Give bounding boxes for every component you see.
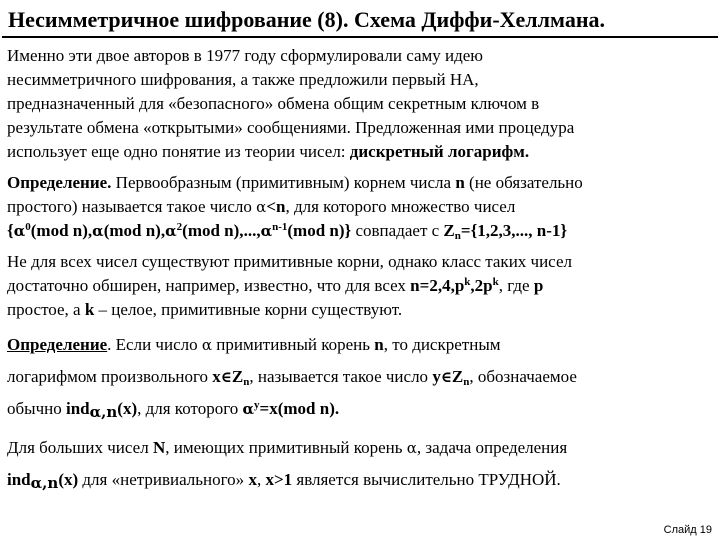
term-discrete-log: дискретный логарифм.: [349, 142, 530, 161]
text-line: несимметричного шифрования, а также предложили первый НА,: [7, 70, 479, 89]
slide-number: Слайд 19: [663, 524, 712, 536]
text-line: простое, а k – целое, примитивные корни существуют.: [7, 300, 403, 319]
text-line: достаточно обширен, например, известно, что для всех $n=2,4,p^k,2p^k$, где p: [7, 276, 544, 295]
text-line: использует еще одно понятие из теории чисел: дискретный логарифм.: [7, 142, 530, 161]
text-line: результате обмена «открытыми» сообщениями. Предложенная ими процедура: [7, 118, 575, 137]
text-line: Определение. Если число α примитивный корень n, то дискретным: [7, 335, 501, 354]
alpha-symbol: α: [256, 198, 267, 216]
slide-title: Несимметричное шифрование (8). Схема Диффи-Хеллмана.: [8, 7, 606, 32]
paragraph-history: [7, 44, 713, 164]
text-line: обычно ind$_{\alpha,n}$(x), для которого $\alpha^y=x(mod$ n).: [7, 399, 340, 421]
title-divider: [2, 36, 718, 38]
text-line: ind$_{\alpha,n}$(x) для «нетривиального» x, x>1 является вычислительно ТРУДНОЙ.: [7, 470, 561, 492]
definition-label: Определение.: [7, 173, 112, 192]
slide-body: [7, 44, 713, 502]
text-line: логарифмом произвольного $x\in Z_n$, называется такое число $y\in Z_n$, обозначаемое: [7, 367, 577, 388]
paragraph-definition-discrete-log: [7, 329, 713, 425]
text-line: Не для всех чисел существуют примитивные корни, однако класс таких чисел: [7, 252, 572, 271]
paragraph-definition-primitive-root: [7, 171, 713, 243]
formula-line: {$\alpha^0(mod$ n),α(mod $n),\alpha^2(mod$ $n),...,\alpha^{n-1}(mod$ n)} совпадает с $Z_n=\{1,2,3$,..., n-1}: [7, 221, 568, 242]
text-line: предназначенный для «безопасного» обмена общим секретным ключом в: [7, 94, 540, 113]
text-line: Определение. Первообразным (примитивным) корнем числа n (не обязательно: [7, 173, 583, 192]
text-line: простого) называется такое число α<n, для которого множество чисел: [7, 197, 516, 216]
paragraph-existence: [7, 250, 713, 322]
text-line: Именно эти двое авторов в 1977 году сформулировали саму идею: [7, 46, 484, 65]
paragraph-hardness: [7, 432, 713, 495]
definition-label: Определение: [7, 335, 108, 354]
text-line: Для больших чисел N, имеющих примитивный корень α, задача определения: [7, 438, 568, 457]
